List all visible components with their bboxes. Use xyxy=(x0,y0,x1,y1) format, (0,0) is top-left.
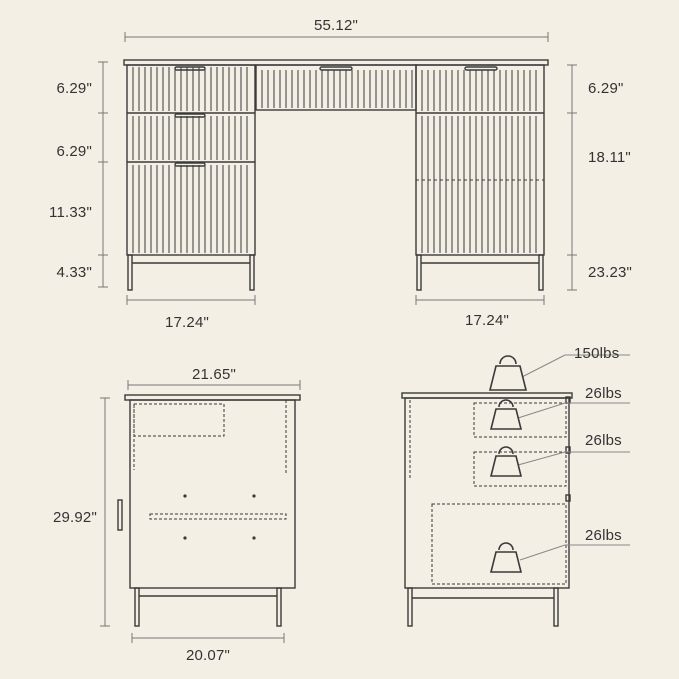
load-top xyxy=(402,393,572,398)
right-height-1: 6.29" xyxy=(588,80,624,97)
base-depth-label: 20.07" xyxy=(185,647,231,664)
weight-icon xyxy=(491,447,521,476)
left-height-2: 6.29" xyxy=(56,143,92,160)
right-height-2: 18.11" xyxy=(588,149,631,166)
weight-icon xyxy=(491,543,521,572)
drawer-load-3: 26lbs xyxy=(585,527,622,544)
side-top xyxy=(125,395,300,400)
overall-width-label: 55.12" xyxy=(313,17,359,34)
side-depth-label: 21.65" xyxy=(191,366,237,383)
side-view xyxy=(100,380,300,643)
right-height-3: 23.23" xyxy=(588,264,633,281)
right-pedestal-width-label: 17.24" xyxy=(464,312,510,329)
side-body xyxy=(130,400,295,588)
desk-top xyxy=(124,60,548,65)
right-pedestal xyxy=(416,65,544,255)
fluted-panel-lines xyxy=(133,67,536,253)
load-body xyxy=(405,398,569,588)
left-pedestal-width-label: 17.24" xyxy=(164,314,210,331)
top-load-label: 150lbs xyxy=(574,345,620,362)
drawer-load-2: 26lbs xyxy=(585,432,622,449)
weight-icon xyxy=(490,356,526,390)
drawer-load-1: 26lbs xyxy=(585,385,622,402)
front-view xyxy=(98,32,577,305)
side-height-label: 29.92" xyxy=(52,509,97,526)
weight-icon xyxy=(491,400,521,429)
left-height-1: 6.29" xyxy=(56,80,92,97)
left-pedestal xyxy=(127,65,255,255)
left-height-4: 4.33" xyxy=(56,264,92,281)
front-legs xyxy=(128,255,543,290)
left-height-3: 11.33" xyxy=(49,204,92,221)
